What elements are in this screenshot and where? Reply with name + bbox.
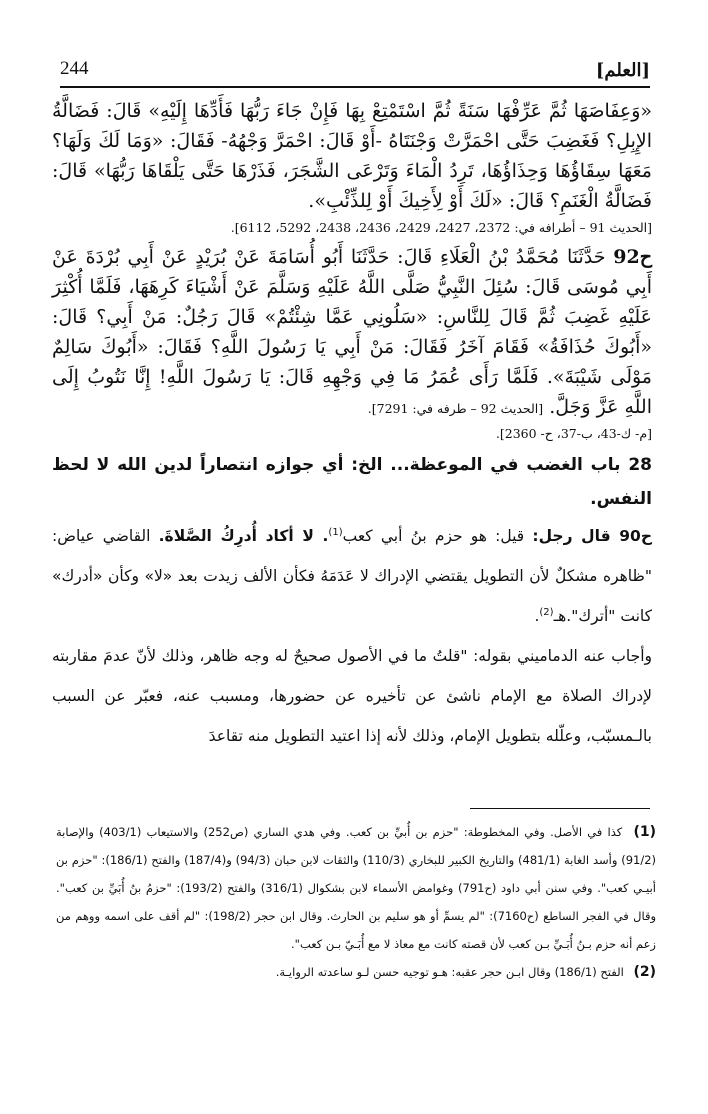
footnote-separator [470,808,650,809]
footnote-2 [56,958,656,986]
running-head: [العلم] [595,60,650,81]
footnote-ref-1[interactable]: (1) [328,526,343,538]
commentary-p1-rest: القاضي عياض: "ظاهره مشكلٌ لأن التطويل يقتضي الإدراك لا عَدَمَهُ فكأن الألف زيدت بعد «لا» وكأن «أدرك» كانت "أترك".هـ [52,527,652,625]
hadith-92-sigla: [م- ك-43، ب-37، ح- 2360]. [495,426,652,441]
footnote-ref-2[interactable]: (2) [539,606,554,618]
hadith-91-refs: [الحديث 91 – أطرافه في: 2372، 2427، 2429، 2436، 2438، 5292، 6112]. [230,220,652,235]
commentary-paragraph-1: ح90 قال رجل: قيل: هو حزم بنُ أبي كعب$^{(1)}$. لا أكاد أُدرِكُ الصَّلاةَ. القاضي عياض: "ظاهره مشكلٌ لأن التطويل يقتضي الإدراك لا عَدَمَهُ فكأن الألف زيدت بعد «لا» وكأن «أدرك» كانت "أترك".هـ$^{(2)}$. [52,526,652,625]
page-body [52,96,652,756]
footnote-1-number: (1) [633,824,657,840]
footnote-2-number: (2) [633,964,656,980]
commentary-paragraph-2: وأجاب عنه الدماميني بقوله: "قلتُ ما في الأصول صحيحٌ له وجه ظاهر، وذلك لأنّ عدمَ مقاربته لإدراك الصلاة مع الإمام ناشئ عن تأخيره عن حضورها، ومسبب عنه، فعبّر عن السبب بالـمسبّب، وعلّله بتطويل الإمام، وذلك لأنه إذا اعتيد التطويل منه تقاعدَ [52,647,652,745]
page-header [60,58,650,88]
chapter-text: أي جوازه انتصاراً لدين الله لا لحظ النفس. [52,455,652,509]
footnote-1 [56,818,656,958]
commentary-quote: . لا أكاد أُدرِكُ الصَّلاةَ. [158,527,329,545]
commentary-p1: قيل: هو حزم بنُ أبي كعب [342,527,525,545]
footnote-1-text: كذا في الأصل. وفي المخطوطة: "حزم بن أُبيِّ بن كعب. وفي هدي الساري (ص252) والاستيعاب (403/1) والإصابة (91/2) وأسد الغابة (481/1) والتاريخ الكبير للبخاري (110/3) والثقات لابن حبان (94/3) و(187/4) والفتح (186/1): "حزم بن أبيـي كعب". وفي سنن أبي داود (ح791) وغوامض الأسماء لابن بشكوال (316/1) والفتح (193/2): "حزمُ بنُ أُبَيِّ بن كعب". وقال في الفجر الساطع (ح7160): "لم يسمِّ أو هو سليم بن الحارث. وقال ابن حجر (198/2): "لم أقف على اسمه ووهم من زعم أنه حزم بـنُ أُبَـيِّ بـن كعب لأن قصته كانت مع معاذ لا مع أُبَـيّ بـن كعب". [56,825,657,951]
hadith-92-number: ح92 [613,246,652,268]
chapter-title: 28 باب الغضب في الموعظة... الخ: [351,455,652,475]
commentary-lead: ح90 قال رجل: [532,527,652,545]
chapter-heading [52,448,652,516]
hadith-92 [52,242,652,422]
footnotes [56,818,656,986]
hadith-92-text: حَدَّثَنَا مُحَمَّدُ بْنُ الْعَلَاءِ قَالَ: حَدَّثَنَا أَبُو أُسَامَةَ عَنْ بُرَيْدٍ عَنْ أَبِي بُرْدَةَ عَنْ أَبِي مُوسَى قَالَ: سُئِلَ النَّبِيُّ صَلَّى اللَّهُ عَلَيْهِ وَسَلَّمَ عَنْ أَشْيَاءَ كَرِهَهَا، فَلَمَّا أُكْثِرَ عَلَيْهِ غَضِبَ ثُمَّ قَالَ لِلنَّاسِ: «سَلُونِي عَمَّا شِئْتُمْ» قَالَ رَجُلٌ: مَنْ أَبِي؟ قَالَ: «أَبُوكَ حُذَافَةُ» فَقَامَ آخَرُ فَقَالَ: مَنْ أَبِي يَا رَسُولَ اللَّهِ؟ فَقَالَ: «أَبُوكَ سَالِمٌ مَوْلَى شَيْبَةَ». فَلَمَّا رَأَى عُمَرُ مَا فِي وَجْهِهِ قَالَ: يَا رَسُولَ اللَّهِ! إِنَّا نَتُوبُ إِلَى اللَّهِ عَزَّ وَجَلَّ. [52,246,652,418]
hadith-92-refs: [الحديث 92 – طرفه في: 7291]. [367,401,544,416]
footnote-2-text: الفتح (186/1) وقال ابـن حجر عقبه: هـو توجيه حسن لـو ساعدته الروايـة. [275,965,624,979]
hadith-91-text: «وَعِفَاصَهَا ثُمَّ عَرِّفْهَا سَنَةً ثُمَّ اسْتَمْتِعْ بِهَا فَإِنْ جَاءَ رَبُّهَا فَأَدِّهَا إِلَيْهِ» قَالَ: فَضَالَّةُ الإِبِلِ؟ فَغَضِبَ حَتَّى احْمَرَّتْ وَجْنَتَاهُ -أَوْ قَالَ: احْمَرَّ وَجْهُهُ- فَقَالَ: «وَمَا لَكَ وَلَهَا؟ مَعَهَا سِقَاؤُهَا وَحِذَاؤُهَا، تَرِدُ الْمَاءَ وَتَرْعَى الشَّجَرَ، فَذَرْهَا حَتَّى يَلْقَاهَا رَبُّهَا» قَالَ: فَضَالَّةُ الْغَنَمِ؟ قَالَ: «لَكَ أَوْ لِأَخِيكَ أَوْ لِلذِّئْبِ». [52,100,652,212]
page-number: 244 [60,58,89,79]
